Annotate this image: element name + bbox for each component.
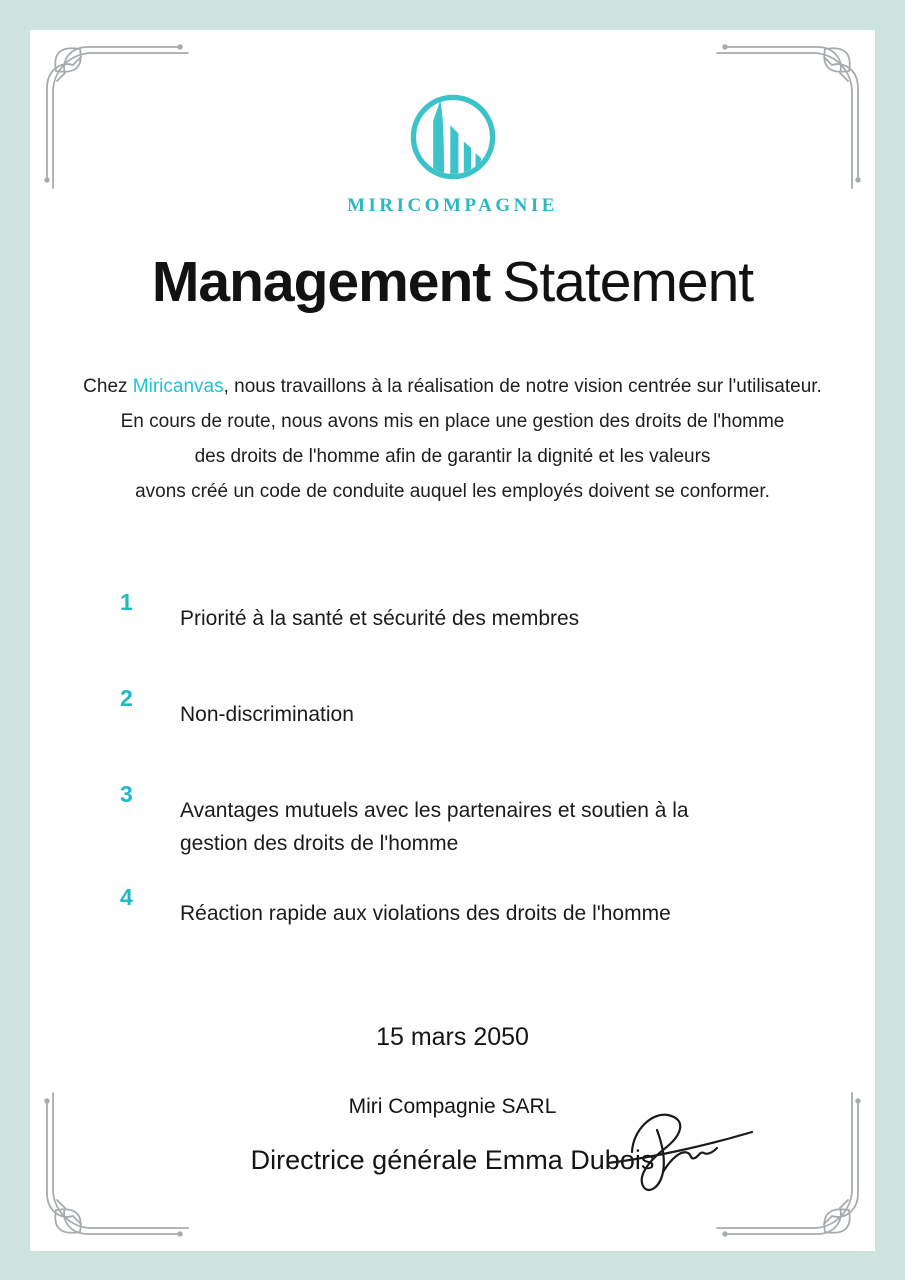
intro-line-1: Chez Miricanvas, nous travaillons à la réalisation de notre vision centrée sur l'utilisateur. <box>83 375 822 397</box>
item-number: 1 <box>120 588 133 615</box>
miricanvas-link[interactable]: Miricanvas <box>132 375 224 397</box>
list-item <box>120 685 875 731</box>
item-number: 2 <box>120 684 133 711</box>
page-title <box>30 251 875 315</box>
intro-line-3: des droits de l'homme afin de garantir la dignité et les valeurs <box>194 445 711 467</box>
list-item <box>120 781 875 860</box>
item-text: Réaction rapide aux violations des droits de l'homme <box>180 901 671 925</box>
company-name: Miri Compagnie SARL <box>348 1094 557 1118</box>
principles-list <box>30 589 875 930</box>
item-text: Non-discrimination <box>180 702 354 726</box>
intro-paragraph <box>30 369 875 509</box>
corner-flourish-icon <box>30 30 195 195</box>
title-light: Statement <box>502 250 754 314</box>
item-text: Avantages mutuels avec les partenaires et soutien à la gestion des droits de l'homme <box>180 798 689 855</box>
building-bars-circle-icon <box>408 92 498 182</box>
list-item <box>120 884 875 930</box>
intro-line-4: avons créé un code de conduite auquel les employés doivent se conformer. <box>135 480 770 502</box>
corner-flourish-icon <box>710 30 875 195</box>
brand-wordmark: MIRICOMPAGNIE <box>347 195 558 216</box>
list-item <box>120 589 875 635</box>
item-number: 4 <box>120 883 133 910</box>
intro-line-2: En cours de route, nous avons mis en place une gestion des droits de l'homme <box>120 410 785 432</box>
signatory-line: Directrice générale Emma Dubois <box>250 1144 655 1175</box>
item-number: 3 <box>120 780 133 807</box>
statement-date: 15 mars 2050 <box>376 1022 529 1051</box>
corner-flourish-icon <box>30 1086 195 1251</box>
certificate-page <box>30 30 875 1251</box>
title-bold: Management <box>151 250 491 314</box>
item-text: Priorité à la santé et sécurité des membres <box>180 606 580 630</box>
signature-icon <box>600 1106 765 1216</box>
